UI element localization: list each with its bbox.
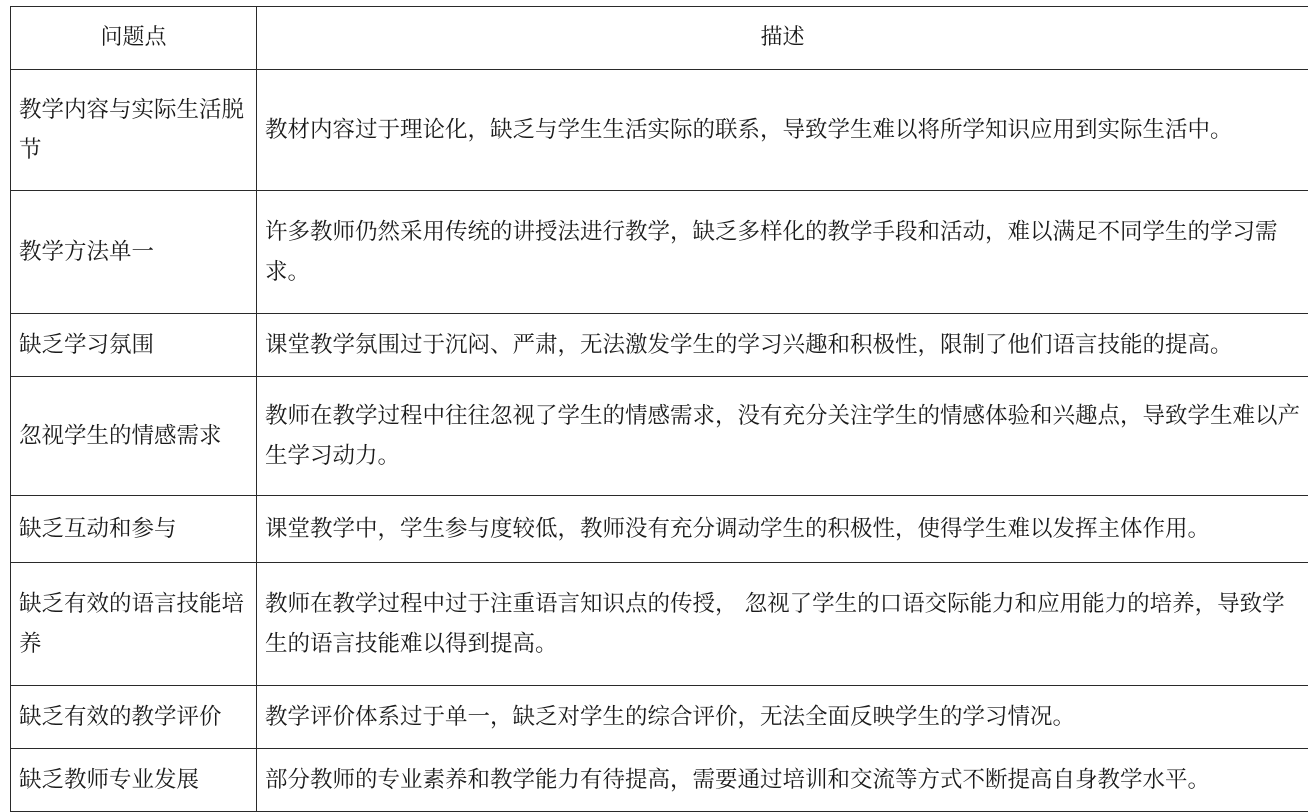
table-row [11, 191, 1308, 314]
description-cell: 教学评价体系过于单一，缺乏对学生的综合评价，无法全面反映学生的学习情况。 [257, 686, 1308, 749]
column-header-issue: 问题点 [11, 7, 257, 70]
description-cell: 教材内容过于理论化，缺乏与学生生活实际的联系，导致学生难以将所学知识应用到实际生活中。 [257, 70, 1308, 191]
issue-cell: 缺乏教师专业发展 [11, 749, 257, 812]
description-cell: 课堂教学中，学生参与度较低，教师没有充分调动学生的积极性，使得学生难以发挥主体作用。 [257, 496, 1308, 563]
table-row [11, 377, 1308, 496]
description-cell: 许多教师仍然采用传统的讲授法进行教学，缺乏多样化的教学手段和活动，难以满足不同学生的学习需求。 [257, 191, 1308, 314]
issue-cell: 缺乏有效的语言技能培养 [11, 563, 257, 686]
description-cell: 课堂教学氛围过于沉闷、严肃，无法激发学生的学习兴趣和积极性，限制了他们语言技能的提高。 [257, 314, 1308, 377]
issue-cell: 忽视学生的情感需求 [11, 377, 257, 496]
issues-table [10, 6, 1308, 812]
issue-cell: 教学方法单一 [11, 191, 257, 314]
table-header-row [11, 7, 1308, 70]
issue-cell: 缺乏有效的教学评价 [11, 686, 257, 749]
description-cell: 教师在教学过程中往往忽视了学生的情感需求，没有充分关注学生的情感体验和兴趣点，导致学生难以产生学习动力。 [257, 377, 1308, 496]
table-row [11, 686, 1308, 749]
table-row [11, 70, 1308, 191]
table-row [11, 314, 1308, 377]
table-row [11, 749, 1308, 812]
column-header-description: 描述 [257, 7, 1308, 70]
table-row [11, 496, 1308, 563]
table-row [11, 563, 1308, 686]
issue-cell: 缺乏学习氛围 [11, 314, 257, 377]
description-cell: 部分教师的专业素养和教学能力有待提高，需要通过培训和交流等方式不断提高自身教学水平。 [257, 749, 1308, 812]
issue-cell: 缺乏互动和参与 [11, 496, 257, 563]
issue-cell: 教学内容与实际生活脱节 [11, 70, 257, 191]
description-cell: 教师在教学过程中过于注重语言知识点的传授， 忽视了学生的口语交际能力和应用能力的培养，导致学生的语言技能难以得到提高。 [257, 563, 1308, 686]
